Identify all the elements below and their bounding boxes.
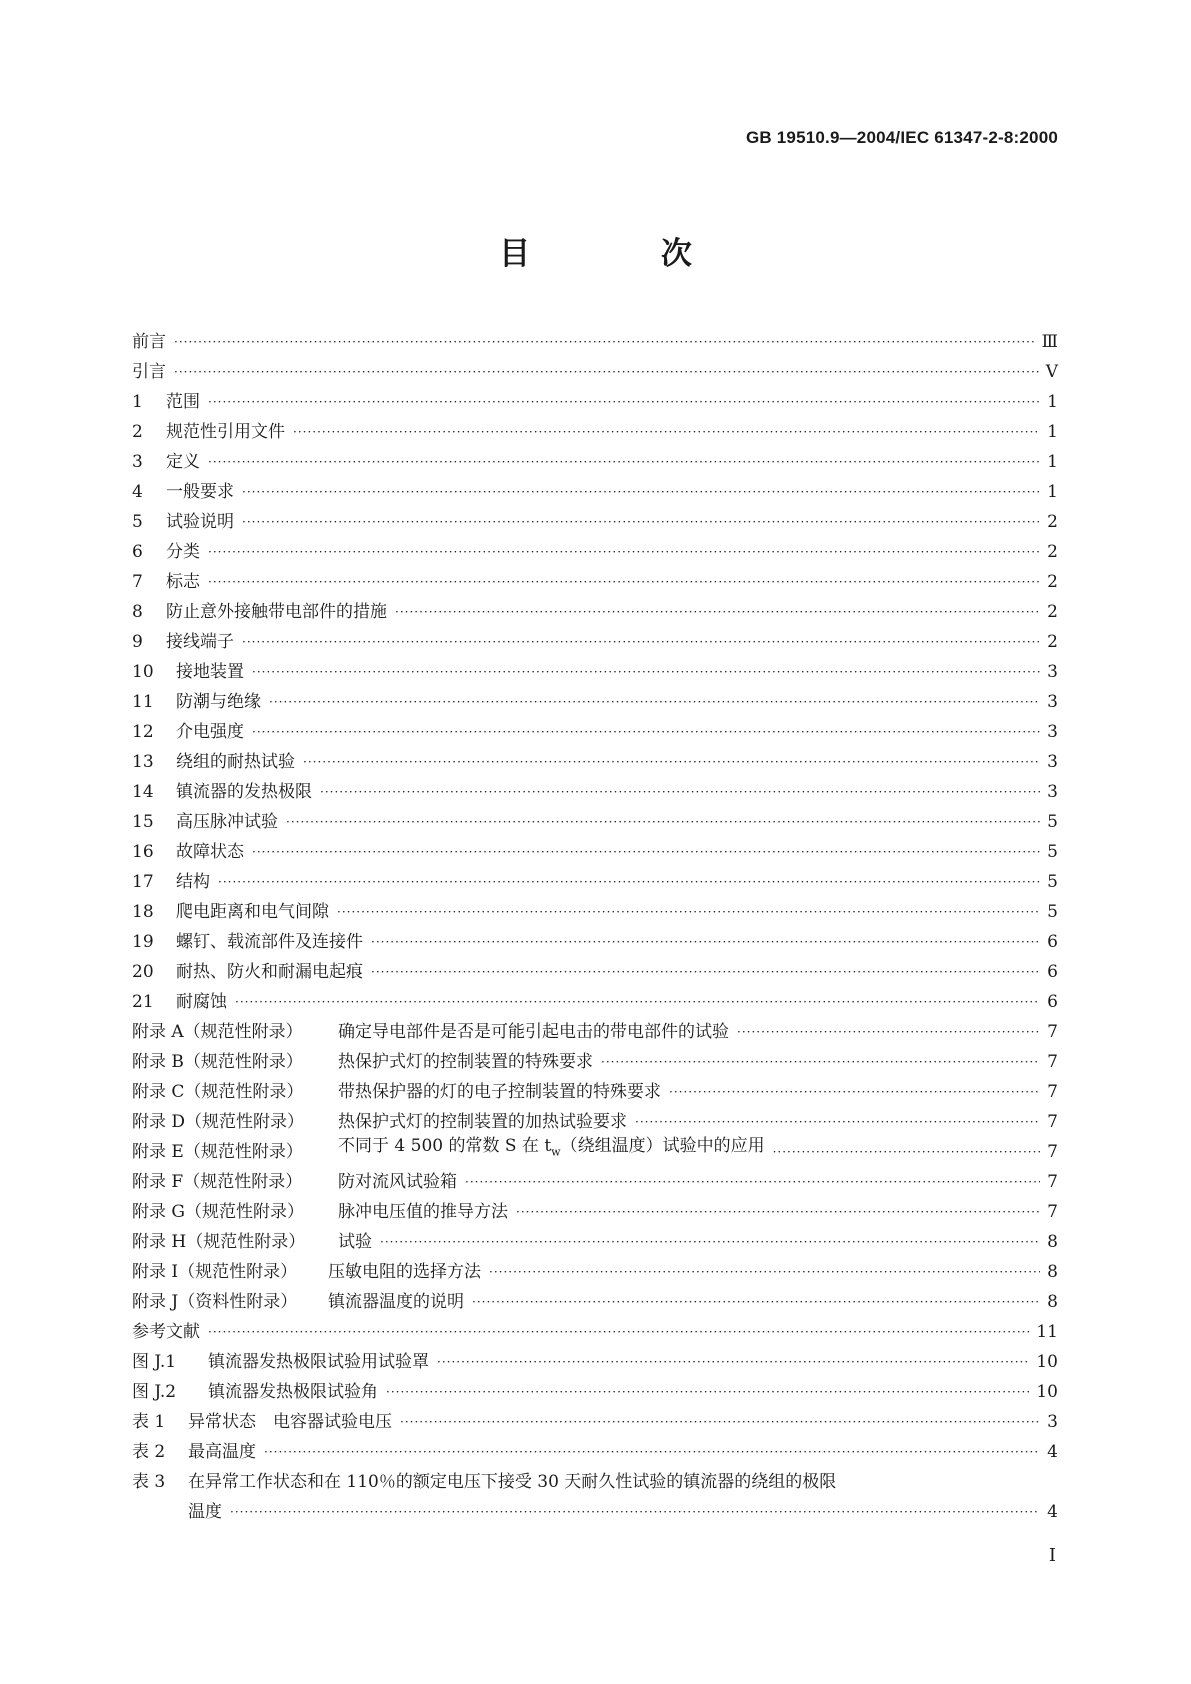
toc-entry-page: 7 bbox=[1047, 1052, 1058, 1072]
toc-leader-dots bbox=[242, 477, 1040, 507]
toc-entry[interactable] bbox=[132, 927, 1058, 957]
toc-entry[interactable] bbox=[132, 1047, 1058, 1077]
toc-entry[interactable] bbox=[132, 987, 1058, 1017]
toc-entry-number: 附录 D（规范性附录） bbox=[132, 1112, 305, 1132]
page-title: 目 次 bbox=[499, 236, 752, 272]
toc-entry-label: 防止意外接触带电部件的措施 bbox=[166, 602, 387, 622]
toc-entry-number: 8 bbox=[132, 602, 143, 622]
toc-entry[interactable] bbox=[132, 1347, 1058, 1377]
toc-entry[interactable] bbox=[132, 657, 1058, 687]
toc-entry-number: 12 bbox=[132, 722, 154, 742]
toc-entry-page: 6 bbox=[1047, 992, 1058, 1012]
toc-entry[interactable] bbox=[132, 837, 1058, 867]
toc-entry-number: 11 bbox=[132, 692, 154, 712]
toc-entry-page: Ⅴ bbox=[1045, 362, 1058, 382]
toc-entry-label: 镇流器发热极限试验用试验罩 bbox=[208, 1352, 429, 1372]
toc-entry-label: 脉冲电压值的推导方法 bbox=[338, 1202, 508, 1222]
page-number: I bbox=[1048, 1545, 1056, 1566]
toc-entry[interactable] bbox=[132, 1227, 1058, 1257]
toc-entry-page: Ⅲ bbox=[1041, 332, 1058, 352]
toc-entry[interactable] bbox=[132, 897, 1058, 927]
toc-entry-label: 防对流风试验箱 bbox=[338, 1172, 457, 1192]
toc-leader-dots bbox=[337, 897, 1040, 927]
toc-leader-dots bbox=[208, 387, 1040, 417]
toc-entry-label: 介电强度 bbox=[176, 722, 244, 742]
toc-entry-number: 16 bbox=[132, 842, 154, 862]
toc-entry-number: 附录 H（规范性附录） bbox=[132, 1232, 306, 1252]
toc-entry-page: 2 bbox=[1047, 542, 1058, 562]
toc-entry-number: 5 bbox=[132, 512, 143, 532]
toc-entry-label: 故障状态 bbox=[176, 842, 244, 862]
toc-entry-number: 表 2 bbox=[132, 1442, 166, 1462]
toc-entry-number: 17 bbox=[132, 872, 154, 892]
toc-entry[interactable] bbox=[132, 567, 1058, 597]
toc-leader-dots bbox=[773, 1137, 1040, 1167]
toc-entry[interactable] bbox=[132, 1377, 1058, 1407]
toc-entry-number: 1 bbox=[132, 392, 143, 412]
toc-entry-page: 3 bbox=[1047, 1412, 1058, 1432]
toc-leader-dots bbox=[516, 1197, 1040, 1227]
toc-entry-number: 2 bbox=[132, 422, 143, 442]
toc-entry-label: 温度 bbox=[188, 1502, 222, 1522]
toc-entry-number: 附录 I（规范性附录） bbox=[132, 1262, 298, 1282]
toc-entry-number: 图 J.1 bbox=[132, 1352, 177, 1372]
toc-entry-number: 13 bbox=[132, 752, 154, 772]
toc-entry-label: 前言 bbox=[132, 332, 166, 352]
toc-leader-dots bbox=[293, 417, 1040, 447]
toc-leader-dots bbox=[269, 687, 1040, 717]
toc-entry-label: 镇流器温度的说明 bbox=[328, 1292, 464, 1312]
toc-leader-dots bbox=[395, 597, 1040, 627]
standard-code-header: GB 19510.9—2004/IEC 61347-2-8:2000 bbox=[745, 128, 1058, 147]
toc-entry-label: 带热保护器的灯的电子控制装置的特殊要求 bbox=[338, 1082, 661, 1102]
toc-entry-page: 2 bbox=[1047, 632, 1058, 652]
toc-entry-page: 3 bbox=[1047, 662, 1058, 682]
toc-leader-dots bbox=[218, 867, 1040, 897]
toc-entry-page: 7 bbox=[1047, 1022, 1058, 1042]
toc-entry-label: 标志 bbox=[166, 572, 200, 592]
toc-leader-dots bbox=[669, 1077, 1040, 1107]
toc-entry-label: 范围 bbox=[166, 392, 200, 412]
toc-entry[interactable] bbox=[132, 687, 1058, 717]
toc-leader-dots bbox=[208, 537, 1040, 567]
toc-entry-page: 6 bbox=[1047, 932, 1058, 952]
toc-entry-number: 4 bbox=[132, 482, 143, 502]
toc-entry-label: 一般要求 bbox=[166, 482, 234, 502]
toc-leader-dots bbox=[208, 1317, 1030, 1347]
toc-entry-page: 2 bbox=[1047, 512, 1058, 532]
toc-entry[interactable] bbox=[132, 1017, 1058, 1047]
toc-entry-label: 热保护式灯的控制装置的特殊要求 bbox=[338, 1052, 593, 1072]
toc-entry-page: 1 bbox=[1047, 482, 1058, 502]
toc-entry[interactable] bbox=[132, 1257, 1058, 1287]
toc-entry-label: 螺钉、载流部件及连接件 bbox=[176, 932, 363, 952]
toc-entry[interactable] bbox=[132, 447, 1058, 477]
toc-entry[interactable] bbox=[132, 867, 1058, 897]
toc-leader-dots bbox=[235, 987, 1040, 1017]
toc-entry[interactable] bbox=[132, 1467, 1058, 1497]
toc-entry-label: 热保护式灯的控制装置的加热试验要求 bbox=[338, 1112, 627, 1132]
toc-entry-page: 1 bbox=[1047, 452, 1058, 472]
toc-leader-dots bbox=[208, 447, 1040, 477]
toc-entry-number: 附录 F（规范性附录） bbox=[132, 1172, 303, 1192]
toc-leader-dots bbox=[303, 747, 1040, 777]
toc-leader-dots bbox=[242, 507, 1040, 537]
toc-entry-label: 确定导电部件是否是可能引起电击的带电部件的试验 bbox=[338, 1022, 729, 1042]
toc-leader-dots bbox=[737, 1017, 1040, 1047]
toc-entry[interactable] bbox=[132, 507, 1058, 537]
toc-entry-page: 3 bbox=[1047, 752, 1058, 772]
toc-entry-label: 防潮与绝缘 bbox=[176, 692, 261, 712]
toc-entry-page: 7 bbox=[1047, 1142, 1058, 1162]
toc-entry[interactable] bbox=[132, 1407, 1058, 1437]
toc-entry-label: 耐腐蚀 bbox=[176, 992, 227, 1012]
toc-entry[interactable] bbox=[132, 627, 1058, 657]
toc-entry-label: 最高温度 bbox=[188, 1442, 256, 1462]
toc-leader-dots bbox=[252, 837, 1040, 867]
toc-entry[interactable] bbox=[132, 1167, 1058, 1197]
toc-entry-label-part: （绕组温度）试验中的应用 bbox=[560, 1135, 765, 1156]
toc-entry-label: 异常状态 电容器试验电压 bbox=[188, 1412, 392, 1432]
toc-entry[interactable] bbox=[132, 957, 1058, 987]
toc-entry[interactable] bbox=[132, 1437, 1058, 1467]
toc-entry-page: 7 bbox=[1047, 1202, 1058, 1222]
table-of-contents bbox=[132, 327, 1058, 1527]
toc-entry-page: 7 bbox=[1047, 1082, 1058, 1102]
toc-leader-dots bbox=[264, 1437, 1040, 1467]
toc-entry-number: 6 bbox=[132, 542, 143, 562]
toc-entry-page: 8 bbox=[1047, 1262, 1058, 1282]
toc-entry-number: 附录 A（规范性附录） bbox=[132, 1022, 303, 1042]
toc-entry[interactable] bbox=[132, 537, 1058, 567]
toc-entry-page: 5 bbox=[1047, 812, 1058, 832]
toc-entry[interactable] bbox=[132, 777, 1058, 807]
toc-entry[interactable] bbox=[132, 327, 1058, 357]
toc-leader-dots bbox=[230, 1497, 1040, 1527]
toc-leader-dots bbox=[371, 927, 1040, 957]
toc-entry[interactable] bbox=[132, 357, 1058, 387]
toc-entry-label: 高压脉冲试验 bbox=[176, 812, 278, 832]
toc-entry-page: 11 bbox=[1036, 1322, 1058, 1342]
toc-leader-dots bbox=[386, 1377, 1030, 1407]
toc-leader-dots bbox=[208, 567, 1040, 597]
toc-leader-dots bbox=[380, 1227, 1040, 1257]
toc-entry-number: 7 bbox=[132, 572, 143, 592]
toc-entry[interactable] bbox=[132, 1137, 1058, 1167]
toc-entry-number: 10 bbox=[132, 662, 154, 682]
toc-leader-dots bbox=[371, 957, 1040, 987]
toc-entry-page: 8 bbox=[1047, 1232, 1058, 1252]
toc-entry-number: 附录 J（资料性附录） bbox=[132, 1292, 298, 1312]
toc-entry-page: 4 bbox=[1047, 1442, 1058, 1462]
toc-entry-page: 5 bbox=[1047, 902, 1058, 922]
toc-entry[interactable] bbox=[132, 417, 1058, 447]
toc-entry-number: 附录 E（规范性附录） bbox=[132, 1142, 303, 1162]
toc-entry-number: 3 bbox=[132, 452, 143, 472]
toc-entry-label: 结构 bbox=[176, 872, 210, 892]
toc-entry-number: 附录 C（规范性附录） bbox=[132, 1082, 304, 1102]
toc-entry-label: 规范性引用文件 bbox=[166, 422, 285, 442]
toc-entry-page: 1 bbox=[1047, 392, 1058, 412]
toc-leader-dots bbox=[400, 1407, 1040, 1437]
toc-entry-label: 镇流器发热极限试验角 bbox=[208, 1382, 378, 1402]
toc-entry-number: 21 bbox=[132, 992, 154, 1012]
toc-entry-label: 参考文献 bbox=[132, 1322, 200, 1342]
toc-entry-number: 14 bbox=[132, 782, 154, 802]
toc-entry-label: 接线端子 bbox=[166, 632, 234, 652]
toc-leader-dots bbox=[465, 1167, 1040, 1197]
toc-entry-label: 爬电距离和电气间隙 bbox=[176, 902, 329, 922]
toc-entry[interactable] bbox=[132, 1287, 1058, 1317]
toc-leader-dots bbox=[320, 777, 1040, 807]
toc-entry-page: 3 bbox=[1047, 782, 1058, 802]
toc-entry-label: 压敏电阻的选择方法 bbox=[328, 1262, 481, 1282]
toc-entry-number: 图 J.2 bbox=[132, 1382, 177, 1402]
toc-entry-label: 镇流器的发热极限 bbox=[176, 782, 312, 802]
toc-entry-label-part: 不同于 4 500 的常数 S 在 t bbox=[338, 1135, 552, 1156]
toc-entry[interactable] bbox=[132, 747, 1058, 777]
toc-entry-label bbox=[338, 1131, 765, 1167]
toc-leader-dots bbox=[472, 1287, 1040, 1317]
toc-entry-page: 10 bbox=[1036, 1352, 1058, 1372]
toc-entry-label: 引言 bbox=[132, 362, 166, 382]
toc-leader-dots bbox=[174, 327, 1036, 357]
toc-entry-label: 在异常工作状态和在 110％的额定电压下接受 30 天耐久性试验的镇流器的绕组的极限 bbox=[188, 1472, 837, 1492]
toc-entry-label: 接地装置 bbox=[176, 662, 244, 682]
toc-entry-number: 9 bbox=[132, 632, 143, 652]
toc-entry[interactable] bbox=[132, 597, 1058, 627]
toc-leader-dots bbox=[242, 627, 1040, 657]
toc-leader-dots bbox=[174, 357, 1040, 387]
toc-entry[interactable] bbox=[132, 1317, 1058, 1347]
toc-entry-number: 表 3 bbox=[132, 1472, 166, 1492]
toc-entry-page: 5 bbox=[1047, 842, 1058, 862]
toc-entry-label: 绕组的耐热试验 bbox=[176, 752, 295, 772]
toc-leader-dots bbox=[252, 717, 1040, 747]
toc-leader-dots bbox=[437, 1347, 1030, 1377]
toc-entry-number: 附录 B（规范性附录） bbox=[132, 1052, 303, 1072]
toc-entry-number: 19 bbox=[132, 932, 154, 952]
toc-entry[interactable] bbox=[132, 1077, 1058, 1107]
toc-entry-number: 表 1 bbox=[132, 1412, 166, 1432]
toc-entry-number: 18 bbox=[132, 902, 154, 922]
toc-leader-dots bbox=[601, 1047, 1040, 1077]
toc-entry-label: 定义 bbox=[166, 452, 200, 472]
toc-entry[interactable] bbox=[132, 387, 1058, 417]
toc-entry[interactable] bbox=[132, 807, 1058, 837]
toc-entry-page: 2 bbox=[1047, 572, 1058, 592]
toc-entry-page: 1 bbox=[1047, 422, 1058, 442]
toc-entry-label: 分类 bbox=[166, 542, 200, 562]
toc-entry-page: 2 bbox=[1047, 602, 1058, 622]
toc-entry-page: 6 bbox=[1047, 962, 1058, 982]
toc-entry[interactable] bbox=[132, 1197, 1058, 1227]
toc-entry-continuation[interactable] bbox=[132, 1497, 1058, 1527]
toc-entry-label: 试验 bbox=[338, 1232, 372, 1252]
toc-entry-page: 3 bbox=[1047, 692, 1058, 712]
toc-entry-page: 7 bbox=[1047, 1112, 1058, 1132]
toc-entry-number: 20 bbox=[132, 962, 154, 982]
toc-entry-label: 耐热、防火和耐漏电起痕 bbox=[176, 962, 363, 982]
toc-entry-label: 试验说明 bbox=[166, 512, 234, 532]
toc-entry-number: 15 bbox=[132, 812, 154, 832]
toc-leader-dots bbox=[252, 657, 1040, 687]
toc-entry-page: 3 bbox=[1047, 722, 1058, 742]
toc-entry-page: 4 bbox=[1047, 1502, 1058, 1522]
toc-entry-page: 10 bbox=[1036, 1382, 1058, 1402]
toc-entry[interactable] bbox=[132, 477, 1058, 507]
toc-entry-label-subscript: w bbox=[551, 1145, 561, 1158]
toc-entry-page: 7 bbox=[1047, 1172, 1058, 1192]
toc-leader-dots bbox=[286, 807, 1040, 837]
toc-entry[interactable] bbox=[132, 717, 1058, 747]
toc-entry-page: 8 bbox=[1047, 1292, 1058, 1312]
toc-entry-page: 5 bbox=[1047, 872, 1058, 892]
toc-leader-dots bbox=[489, 1257, 1040, 1287]
toc-entry-number: 附录 G（规范性附录） bbox=[132, 1202, 304, 1222]
